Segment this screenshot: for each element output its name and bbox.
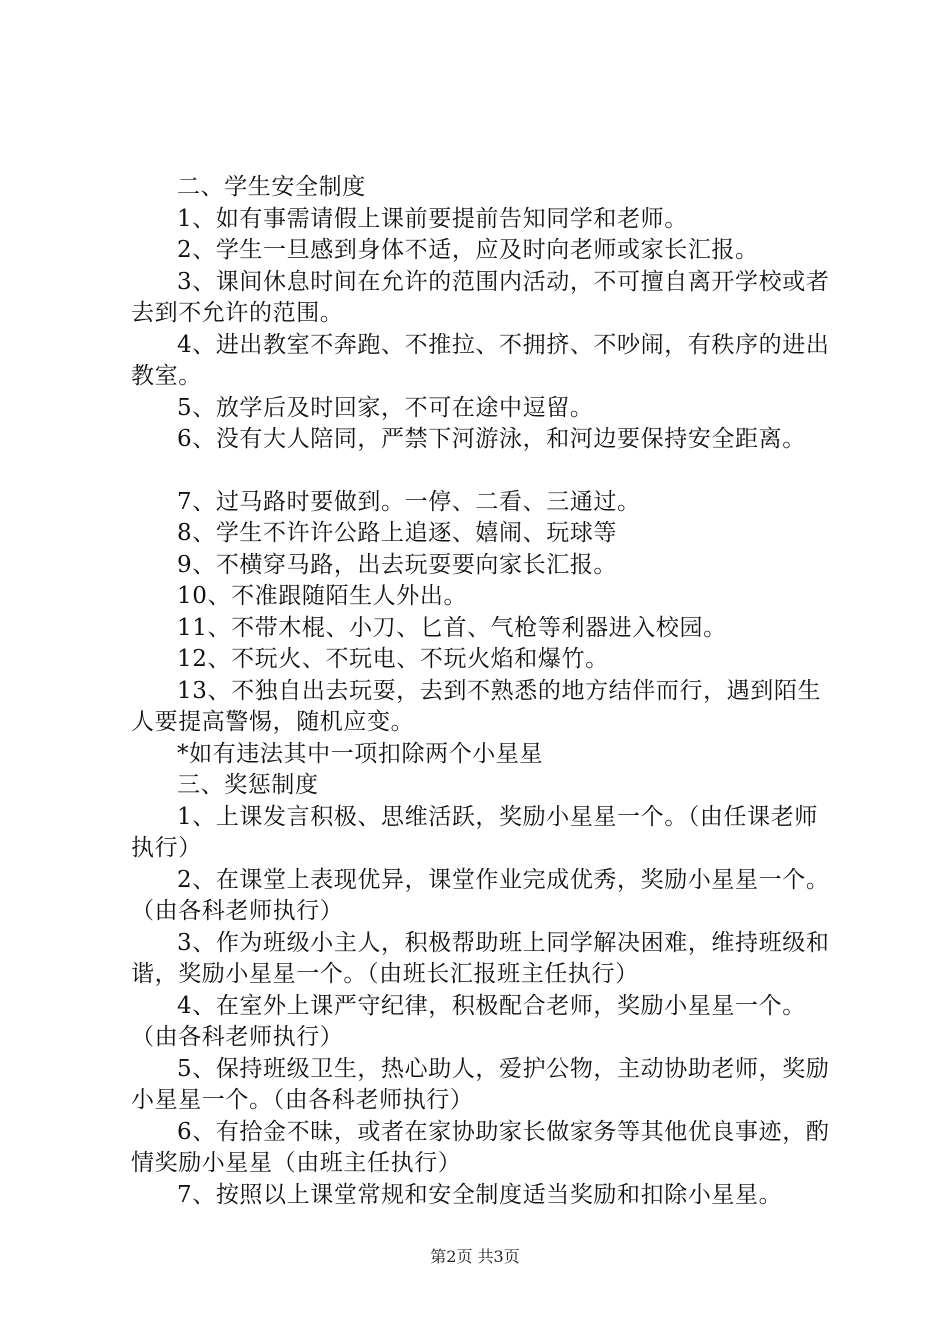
blank-line (131, 456, 841, 487)
paragraph: 12、不玩火、不玩电、不玩火焰和爆竹。 (177, 646, 609, 672)
paragraph: 4、进出教室不奔跑、不推拉、不拥挤、不吵闹，有秩序的进出教室。 (131, 331, 830, 389)
paragraph: 7、按照以上课堂常规和安全制度适当奖励和扣除小星星。 (177, 1181, 783, 1208)
paragraph: 5、放学后及时回家，不可在途中逗留。 (177, 394, 594, 421)
document-body (131, 172, 841, 1211)
paragraph: 4、在室外上课严守纪律，积极配合老师，奖励小星星一个。（由各科老师执行） (131, 992, 806, 1050)
paragraph: 1、如有事需请假上课前要提前告知同学和老师。 (177, 205, 688, 232)
paragraph: 3、作为班级小主人，积极帮助班上同学解决困难，维持班级和谐，奖励小星星一个。（由班长汇报班主任执行） (131, 929, 830, 987)
section-heading-rewards: 三、奖惩制度 (177, 772, 319, 798)
paragraph: 5、保持班级卫生，热心助人，爱护公物，主动协助老师，奖励小星星一个。（由各科老师执行） (131, 1055, 830, 1113)
page-number-footer: 第2页 共3页 (430, 1247, 520, 1266)
paragraph: 10、不准跟随陌生人外出。 (177, 583, 468, 609)
paragraph: 2、学生一旦感到身体不适，应及时向老师或家长汇报。 (177, 237, 759, 263)
section-heading-safety: 二、学生安全制度 (177, 174, 366, 200)
paragraph: 2、在课堂上表现优异，课堂作业完成优秀，奖励小星星一个。（由各科老师执行） (131, 866, 830, 924)
paragraph: 9、不横穿马路，出去玩耍要向家长汇报。 (177, 551, 618, 578)
paragraph: 13、不独自出去玩耍，去到不熟悉的地方结伴而行，遇到陌生人要提高警惕，随机应变。 (131, 677, 822, 735)
paragraph: 6、没有大人陪同，严禁下河游泳，和河边要保持安全距离。 (177, 426, 806, 452)
paragraph: 1、上课发言积极、思维活跃，奖励小星星一个。（由任课老师执行） (131, 803, 818, 861)
paragraph: 6、有拾金不昧，或者在家协助家长做家务等其他优良事迹，酌情奖励小星星（由班主任执行） (131, 1118, 830, 1176)
paragraph: 11、不带木棍、小刀、匕首、气枪等利器进入校园。 (177, 614, 727, 641)
paragraph: 7、过马路时要做到。一停、二看、三通过。 (177, 488, 641, 515)
penalty-note: *如有违法其中一项扣除两个小星星 (177, 740, 544, 767)
paragraph: 3、课间休息时间在允许的范围内活动，不可擅自离开学校或者去到不允许的范围。 (131, 268, 830, 326)
paragraph: 8、学生不许许公路上追逐、嬉闹、玩球等 (177, 520, 618, 546)
